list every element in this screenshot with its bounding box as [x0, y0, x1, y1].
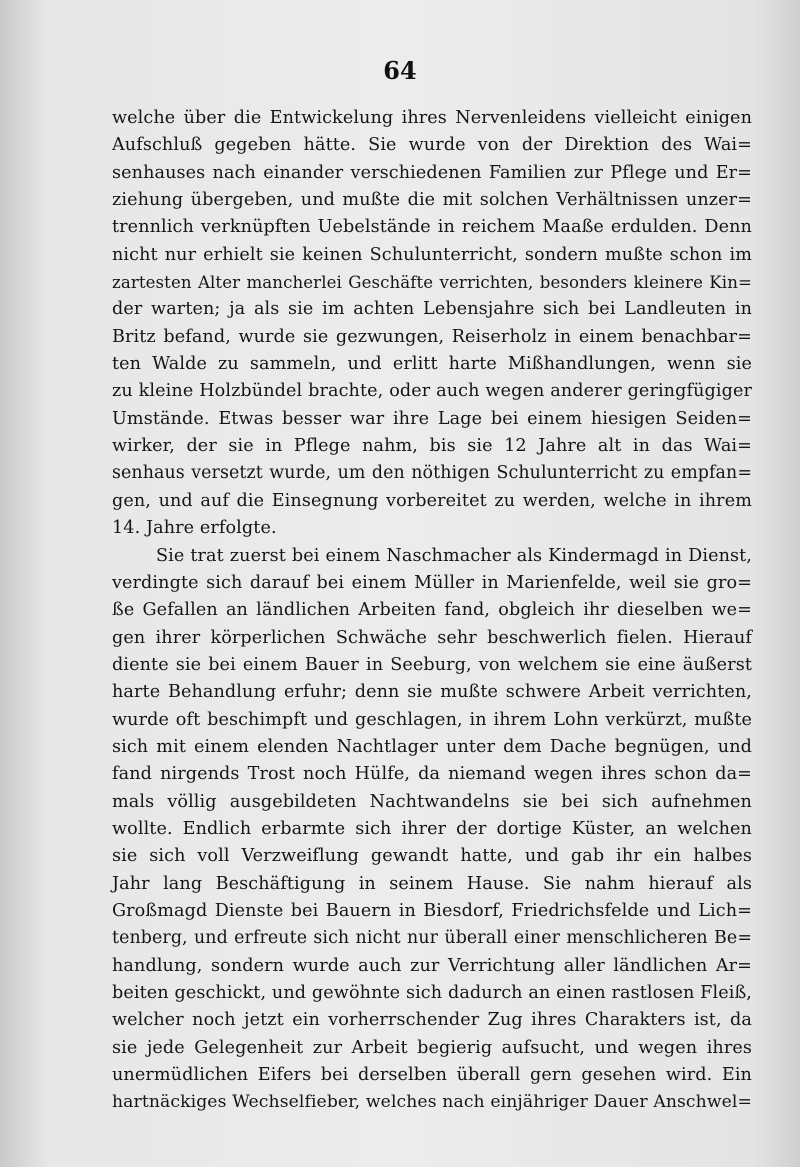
- text-line: wurde oft beschimpft und geschlagen, in ihrem Lohn verkürzt, mußte: [112, 709, 752, 730]
- text-line: Britz befand, wurde sie gezwungen, Reiserholz in einem benachbar=: [112, 326, 752, 347]
- text-line: harte Behandlung erfuhr; denn sie mußte schwere Arbeit verrichten,: [112, 682, 752, 703]
- text-line: hartnäckiges Wechselfieber, welches nach einjähriger Dauer Anschwel=: [112, 1092, 752, 1113]
- text-line: mals völlig ausgebildeten Nachtwandelns sie bei sich aufnehmen: [112, 791, 752, 812]
- text-line: welche über die Entwickelung ihres Nervenleidens vielleicht einigen: [112, 108, 752, 128]
- text-line: tenberg, und erfreute sich nicht nur überall einer menschlicheren Be=: [112, 928, 752, 949]
- text-line: verdingte sich darauf bei einem Müller in Marienfelde, weil sie gro=: [112, 572, 752, 593]
- text-line: beiten geschickt, und gewöhnte sich dadurch an einen rastlosen Fleiß,: [112, 983, 752, 1003]
- text-line: unermüdlichen Eifers bei derselben überall gern gesehen wird. Ein: [112, 1065, 752, 1086]
- text-line: gen, und auf die Einsegnung vorbereitet zu werden, welche in ihrem: [112, 490, 752, 511]
- text-line: Großmagd Dienste bei Bauern in Biesdorf, Friedrichsfelde und Lich=: [112, 900, 752, 921]
- text-line: senhaus versetzt wurde, um den nöthigen Schulunterricht zu empfan=: [112, 463, 752, 484]
- text-line: welcher noch jetzt ein vorherrschender Zug ihres Charakters ist, da: [112, 1010, 752, 1031]
- text-line: zartesten Alter mancherlei Geschäfte verrichten, besonders kleinere Kin=: [112, 273, 752, 293]
- text-line: Umstände. Etwas besser war ihre Lage bei einem hiesigen Seiden=: [112, 408, 752, 429]
- text-line: fand nirgends Trost noch Hülfe, da niemand wegen ihres schon da=: [112, 764, 752, 785]
- text-line: sich mit einem elenden Nachtlager unter dem Dache begnügen, und: [112, 736, 752, 757]
- text-line: ten Walde zu sammeln, und erlitt harte Mißhandlungen, wenn sie: [112, 354, 752, 375]
- paragraph-end-line: 14. Jahre erfolgte.: [112, 518, 277, 539]
- text-line: wollte. Endlich erbarmte sich ihrer der dortige Küster, an welchen: [112, 818, 752, 839]
- text-line: wirker, der sie in Pflege nahm, bis sie 12 Jahre alt in das Wai=: [112, 436, 752, 457]
- page-number: 64: [383, 56, 417, 85]
- text-line: trennlich verknüpften Uebelstände in reichem Maaße erdulden. Denn: [112, 217, 752, 238]
- body-text: [112, 105, 752, 1117]
- text-line: nicht nur erhielt sie keinen Schulunterricht, sondern mußte schon im: [112, 244, 752, 265]
- text-line: Aufschluß gegeben hätte. Sie wurde von der Direktion des Wai=: [112, 135, 752, 156]
- text-line: senhauses nach einander verschiedenen Familien zur Pflege und Er=: [112, 162, 752, 183]
- text-line: diente sie bei einem Bauer in Seeburg, von welchem sie eine äußerst: [112, 654, 752, 675]
- text-line: gen ihrer körperlichen Schwäche sehr beschwerlich fielen. Hierauf: [112, 627, 752, 648]
- paragraph-start-line: Sie trat zuerst bei einem Naschmacher als Kindermagd in Dienst,: [156, 545, 752, 566]
- text-line: zu kleine Holzbündel brachte, oder auch wegen anderer geringfügiger: [112, 381, 752, 402]
- text-line: sie jede Gelegenheit zur Arbeit begierig aufsucht, und wegen ihres: [112, 1037, 752, 1058]
- text-line: Jahr lang Beschäftigung in seinem Hause. Sie nahm hierauf als: [112, 873, 752, 894]
- text-line: sie sich voll Verzweiflung gewandt hatte, und gab ihr ein halbes: [112, 846, 752, 867]
- text-line: ziehung übergeben, und mußte die mit solchen Verhältnissen unzer=: [112, 190, 752, 211]
- text-line: handlung, sondern wurde auch zur Verrichtung aller ländlichen Ar=: [112, 955, 752, 976]
- text-line: ße Gefallen an ländlichen Arbeiten fand, obgleich ihr dieselben we=: [112, 600, 752, 621]
- text-line: der warten; ja als sie im achten Lebensjahre sich bei Landleuten in: [112, 299, 752, 320]
